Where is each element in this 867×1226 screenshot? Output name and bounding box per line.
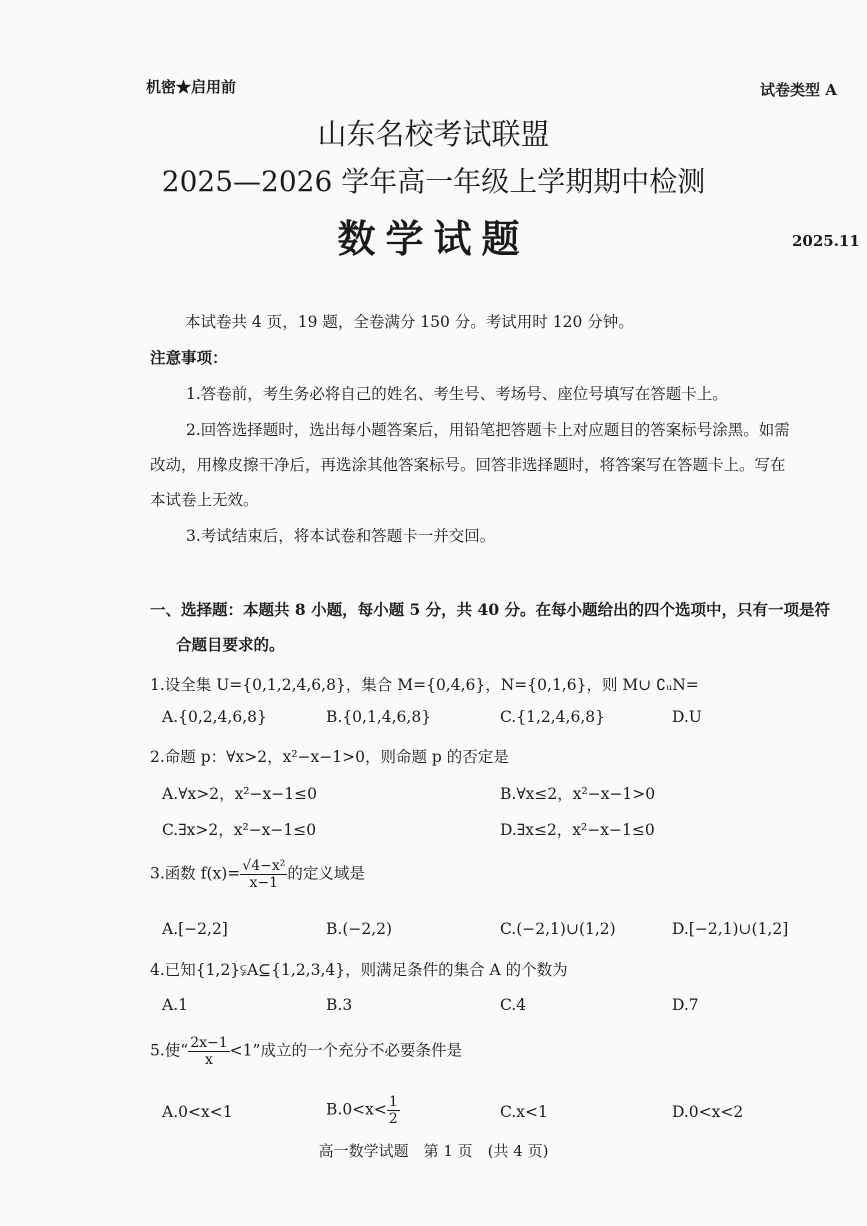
section-heading-line-1: 一、选择题：本题共 8 小题，每小题 5 分，共 40 分。在每小题给出的四个选项中，只有一项是符 xyxy=(150,600,831,619)
question-1-option-b: B.{0,1,4,6,8} xyxy=(326,708,432,726)
question-3-option-b: B.(−2,2) xyxy=(326,920,393,938)
exam-date: 2025.11 xyxy=(792,232,860,250)
question-3-option-a: A.[−2,2] xyxy=(162,920,228,938)
note-item-2-line-2: 改动，用橡皮擦干净后，再选涂其他答案标号。回答非选择题时，将答案写在答题卡上。写在 xyxy=(150,456,786,474)
question-3-option-c: C.(−2,1)∪(1,2) xyxy=(500,920,616,938)
question-5-option-b-numerator: 1 xyxy=(388,1094,398,1110)
question-2-option-d: D.∃x≤2，x²−x−1≤0 xyxy=(500,821,655,839)
question-2-option-b: B.∀x≤2，x²−x−1>0 xyxy=(500,785,656,803)
question-2-stem: 2.命题 p：∀x>2，x²−x−1>0，则命题 p 的否定是 xyxy=(150,748,509,766)
question-5-fraction-denominator: x xyxy=(204,1052,213,1068)
question-4-option-b: B.3 xyxy=(326,996,353,1014)
question-5-stem-suffix: <1”成立的一个充分不必要条件是 xyxy=(229,1041,462,1060)
exam-name: 2025—2026 学年高一年级上学期期中检测 xyxy=(161,165,706,198)
question-4-stem: 4.已知{1,2}⫋A⊆{1,2,3,4}，则满足条件的集合 A 的个数为 xyxy=(150,961,568,979)
question-2-option-a: A.∀x>2，x²−x−1≤0 xyxy=(162,785,317,803)
intro-text: 本试卷共 4 页，19 题，全卷满分 150 分。考试用时 120 分钟。 xyxy=(185,313,634,331)
question-4-option-d: D.7 xyxy=(672,996,699,1014)
page-footer: 高一数学试题 第 1 页 (共 4 页) xyxy=(318,1142,549,1160)
note-item-2-line-1: 2.回答选择题时，选出每小题答案后，用铅笔把答题卡上对应题目的答案标号涂黑。如需 xyxy=(186,421,790,439)
question-3-fraction-denominator: x−1 xyxy=(249,875,279,891)
question-1-option-c: C.{1,2,4,6,8} xyxy=(500,708,605,726)
question-1-option-d: D.U xyxy=(672,708,702,726)
note-item-1: 1.答卷前，考生务必将自己的姓名、考生号、考场号、座位号填写在答题卡上。 xyxy=(186,385,728,403)
question-3-fraction xyxy=(240,858,287,891)
section-heading-line-2: 合题目要求的。 xyxy=(176,635,285,654)
question-3-option-d: D.[−2,1)∪(1,2] xyxy=(672,920,789,938)
question-2-option-c: C.∃x>2，x²−x−1≤0 xyxy=(162,821,317,839)
subject-title: 数学试题 xyxy=(337,216,530,261)
question-4-option-c: C.4 xyxy=(500,996,527,1014)
question-5-option-c: C.x<1 xyxy=(500,1103,548,1121)
question-5-stem-prefix: 5.使“ xyxy=(150,1041,189,1060)
question-5-option-a: A.0<x<1 xyxy=(162,1103,233,1121)
notes-heading: 注意事项： xyxy=(150,348,228,367)
question-5-stem xyxy=(150,1035,462,1068)
question-3-stem-suffix: 的定义域是 xyxy=(287,864,365,883)
note-item-2-line-3: 本试卷上无效。 xyxy=(150,491,259,509)
question-3-stem-prefix: 3.函数 f(x)= xyxy=(150,864,241,883)
question-5-option-b-fraction xyxy=(387,1094,400,1127)
note-item-3: 3.考试结束后，将本试卷和答题卡一并交回。 xyxy=(186,527,496,545)
exam-organizer: 山东名校考试联盟 xyxy=(317,117,550,151)
question-5-option-b-denominator: 2 xyxy=(388,1111,398,1127)
question-5-fraction-numerator: 2x−1 xyxy=(190,1035,228,1051)
confidential-label: 机密★启用前 xyxy=(146,78,237,96)
question-3-fraction-numerator: √4−x² xyxy=(242,858,286,874)
question-5-option-b-prefix: B.0<x< xyxy=(326,1100,387,1119)
question-4-option-a: A.1 xyxy=(162,996,188,1014)
paper-type-label: 试卷类型 A xyxy=(760,81,837,99)
question-1-stem: 1.设全集 U={0,1,2,4,6,8}，集合 M={0,4,6}，N={0,1,6}，则 M∪ ∁ᵤN= xyxy=(150,676,699,694)
question-3-stem xyxy=(150,858,365,891)
question-1-option-a: A.{0,2,4,6,8} xyxy=(162,708,267,726)
question-5-option-d: D.0<x<2 xyxy=(672,1103,744,1121)
question-5-fraction xyxy=(188,1035,229,1068)
question-5-option-b xyxy=(326,1094,400,1127)
